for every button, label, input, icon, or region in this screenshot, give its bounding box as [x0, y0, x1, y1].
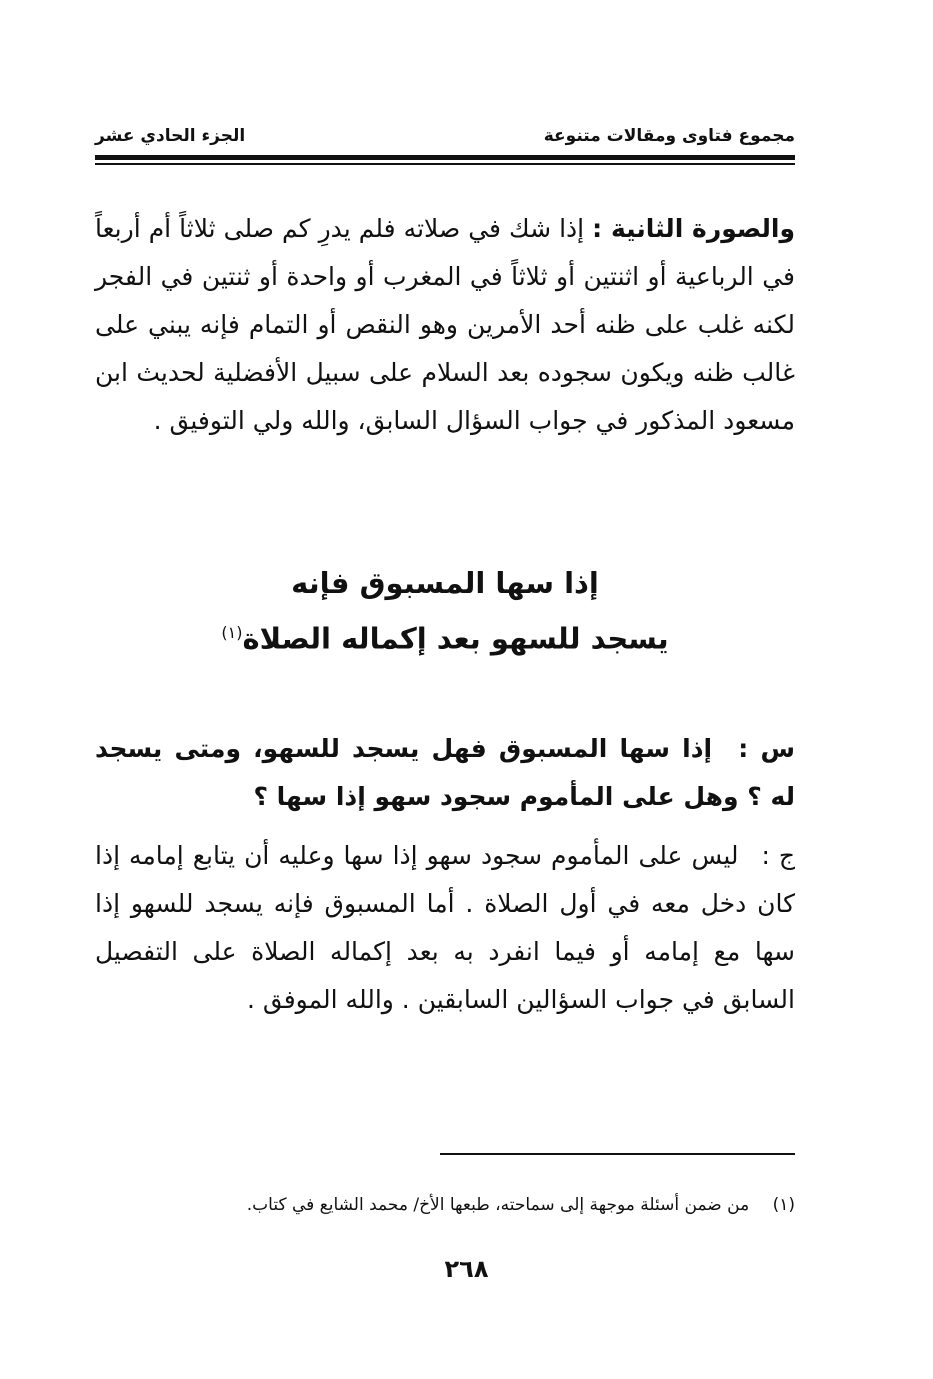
footnote-separator	[440, 1153, 795, 1155]
section-title-line2	[95, 608, 795, 664]
section-title-line1: إذا سها المسبوق فإنه	[291, 566, 599, 600]
question-block	[95, 725, 795, 821]
answer-prefix: ج :	[761, 841, 796, 870]
footnote-number: (١)	[772, 1195, 795, 1215]
paragraph-lead: والصورة الثانية :	[592, 214, 796, 243]
running-header	[95, 118, 795, 154]
answer-block	[95, 832, 795, 1024]
header-rule-thick	[95, 155, 795, 160]
book-title: مجموع فتاوى ومقالات متنوعة	[543, 126, 795, 146]
footnote	[95, 1190, 795, 1220]
answer-text: ليس على المأموم سجود سهو إذا سها وعليه أن يتابع إمامه إذا كان دخل معه في أول الصلاة . أما المسبوق فإنه يسجد للسهو إذا سها مع إمامه أو فيما انفرد به بعد إكماله الصلاة على التفصيل السابق في جواب السؤالين السابقين . والله الموفق .	[95, 841, 795, 1014]
question-prefix: س :	[738, 734, 795, 763]
footnote-text: من ضمن أسئلة موجهة إلى سماحته، طبعها الأخ/ محمد الشايع في كتاب.	[246, 1195, 750, 1215]
paragraph-text: إذا شك في صلاته فلم يدرِ كم صلى ثلاثاً أم أربعاً في الرباعية أو اثنتين أو ثلاثاً في المغرب أو واحدة أو ثنتين في الفجر لكنه غلب على ظنه أحد الأمرين وهو النقص أو التمام فإنه يبني على غالب ظنه ويكون سجوده بعد السلام على سبيل الأفضلية لحديث ابن مسعود المذكور في جواب السؤال السابق، والله ولي التوفيق .	[95, 214, 795, 435]
section-title-text: يسجد للسهو بعد إكماله الصلاة	[242, 621, 669, 656]
paragraph-second-case	[95, 205, 795, 445]
footnote-reference: (١)	[221, 623, 243, 642]
header-rule-thin	[95, 163, 795, 165]
question-text: إذا سها المسبوق فهل يسجد للسهو، ومتى يسجد له ؟ وهل على المأموم سجود سهو إذا سها ؟	[95, 734, 795, 811]
page-number: ٢٦٨	[444, 1255, 489, 1283]
volume-label: الجزء الحادي عشر	[95, 126, 246, 146]
